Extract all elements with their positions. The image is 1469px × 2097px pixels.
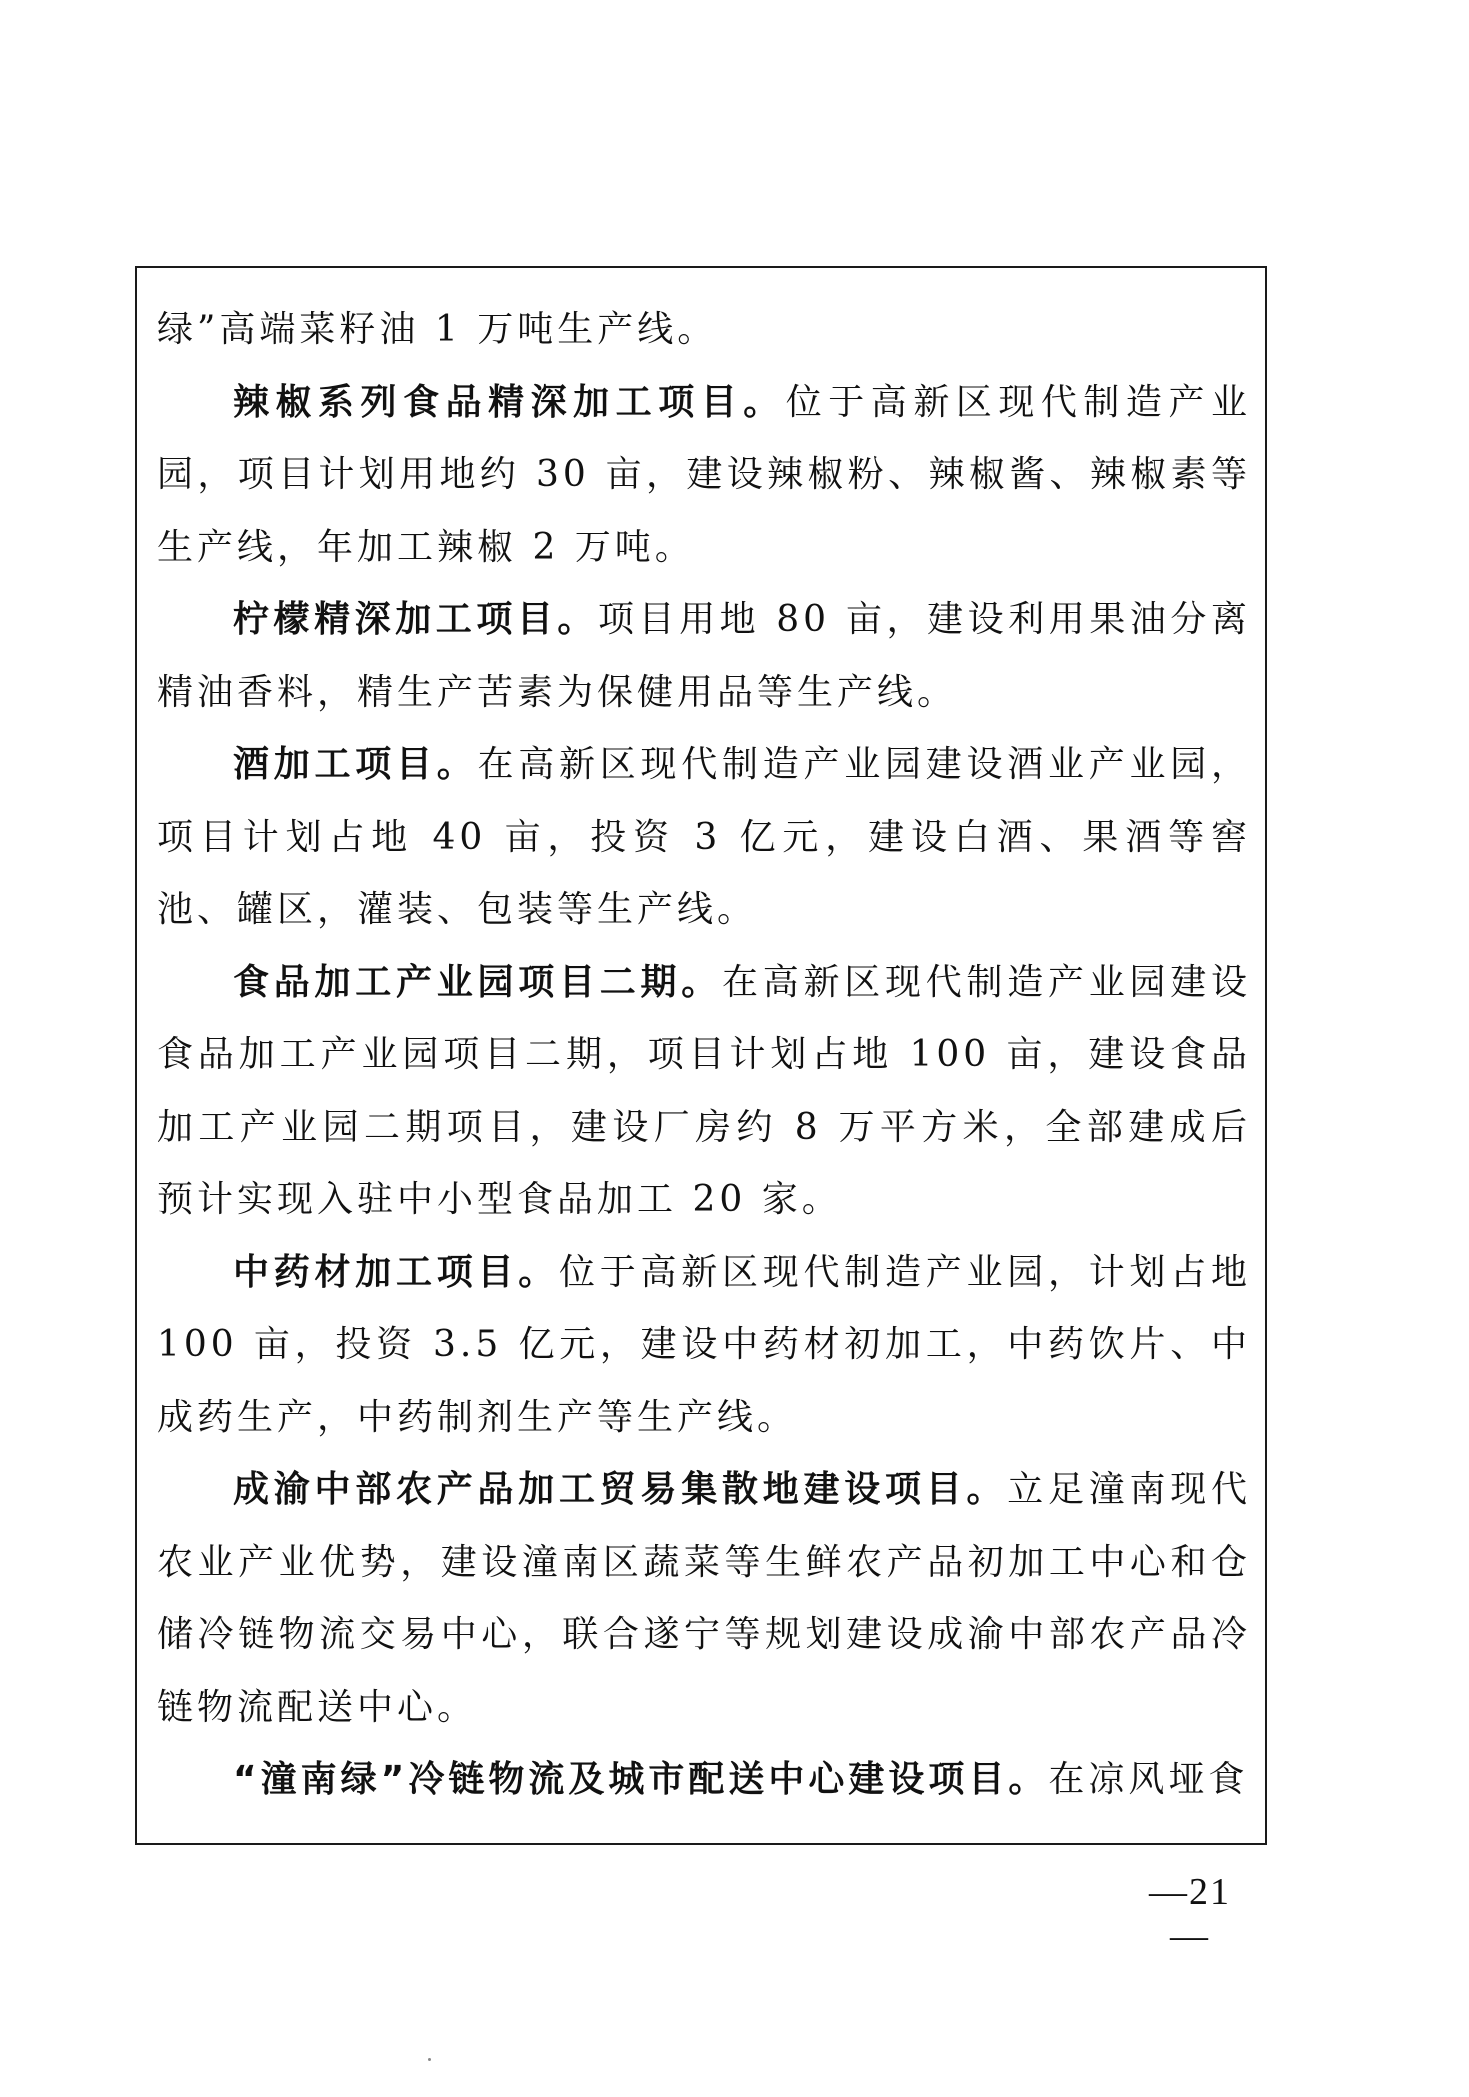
paragraph-text: 位于高新区现代制造产业园，计划占地 100 亩，投资 3.5 亿元，建设中药材初加工，中药饮片、中成药生产，中药制剂生产等生产线。 (157, 1251, 1251, 1438)
paragraph-heading: “潼南绿”冷链物流及城市配送中心建设项目。 (233, 1759, 1049, 1800)
page-number: —21— (1149, 1871, 1231, 1957)
paragraph-lemon-project (157, 584, 1251, 729)
text-frame (135, 266, 1267, 1845)
paragraph-heading: 酒加工项目。 (233, 744, 478, 785)
paragraph-agri-trade-project (157, 1454, 1251, 1744)
paragraph-text: 在凉风垭食 (1048, 1759, 1249, 1800)
paragraph-food-park-project (157, 947, 1251, 1237)
paragraph-text: 项目用地 80 亩，建设利用果油分离精油香料，精生产苦素为保健用品等生产线。 (157, 599, 1251, 713)
paragraph-text: 绿”高端菜籽油 1 万吨生产线。 (157, 309, 718, 350)
paragraph-heading: 中药材加工项目。 (233, 1251, 559, 1293)
paragraph-text: 立足潼南现代农业产业优势，建设潼南区蔬菜等生鲜农产品初加工中心和仓储冷链物流交易中心，联合遂宁等规划建设成渝中部农产品冷链物流配送中心。 (157, 1469, 1251, 1728)
scan-speck (428, 2058, 431, 2061)
paragraph-heading: 食品加工产业园项目二期。 (233, 961, 722, 1003)
paragraph-cold-chain-project (157, 1744, 1251, 1817)
paragraph-continuation (157, 294, 1251, 367)
paragraph-herb-project (157, 1237, 1251, 1455)
paragraph-chili-project (157, 367, 1251, 585)
paragraph-heading: 辣椒系列食品精深加工项目。 (233, 381, 786, 423)
paragraph-text: 在高新区现代制造产业园建设食品加工产业园项目二期，项目计划占地 100 亩，建设食品加工产业园二期项目，建设厂房约 8 万平方米，全部建成后预计实现入驻中小型食品加工 20 家。 (157, 961, 1251, 1220)
paragraph-text: 在高新区现代制造产业园建设酒业产业园，项目计划占地 40 亩，投资 3 亿元，建设白酒、果酒等窖池、罐区，灌装、包装等生产线。 (157, 744, 1251, 930)
paragraph-text: 位于高新区现代制造产业园，项目计划用地约 30 亩，建设辣椒粉、辣椒酱、辣椒素等生产线，年加工辣椒 2 万吨。 (157, 381, 1251, 568)
paragraph-heading: 成渝中部农产品加工贸易集散地建设项目。 (233, 1469, 1008, 1510)
paragraph-liquor-project (157, 729, 1251, 947)
paragraph-heading: 柠檬精深加工项目。 (233, 599, 598, 640)
